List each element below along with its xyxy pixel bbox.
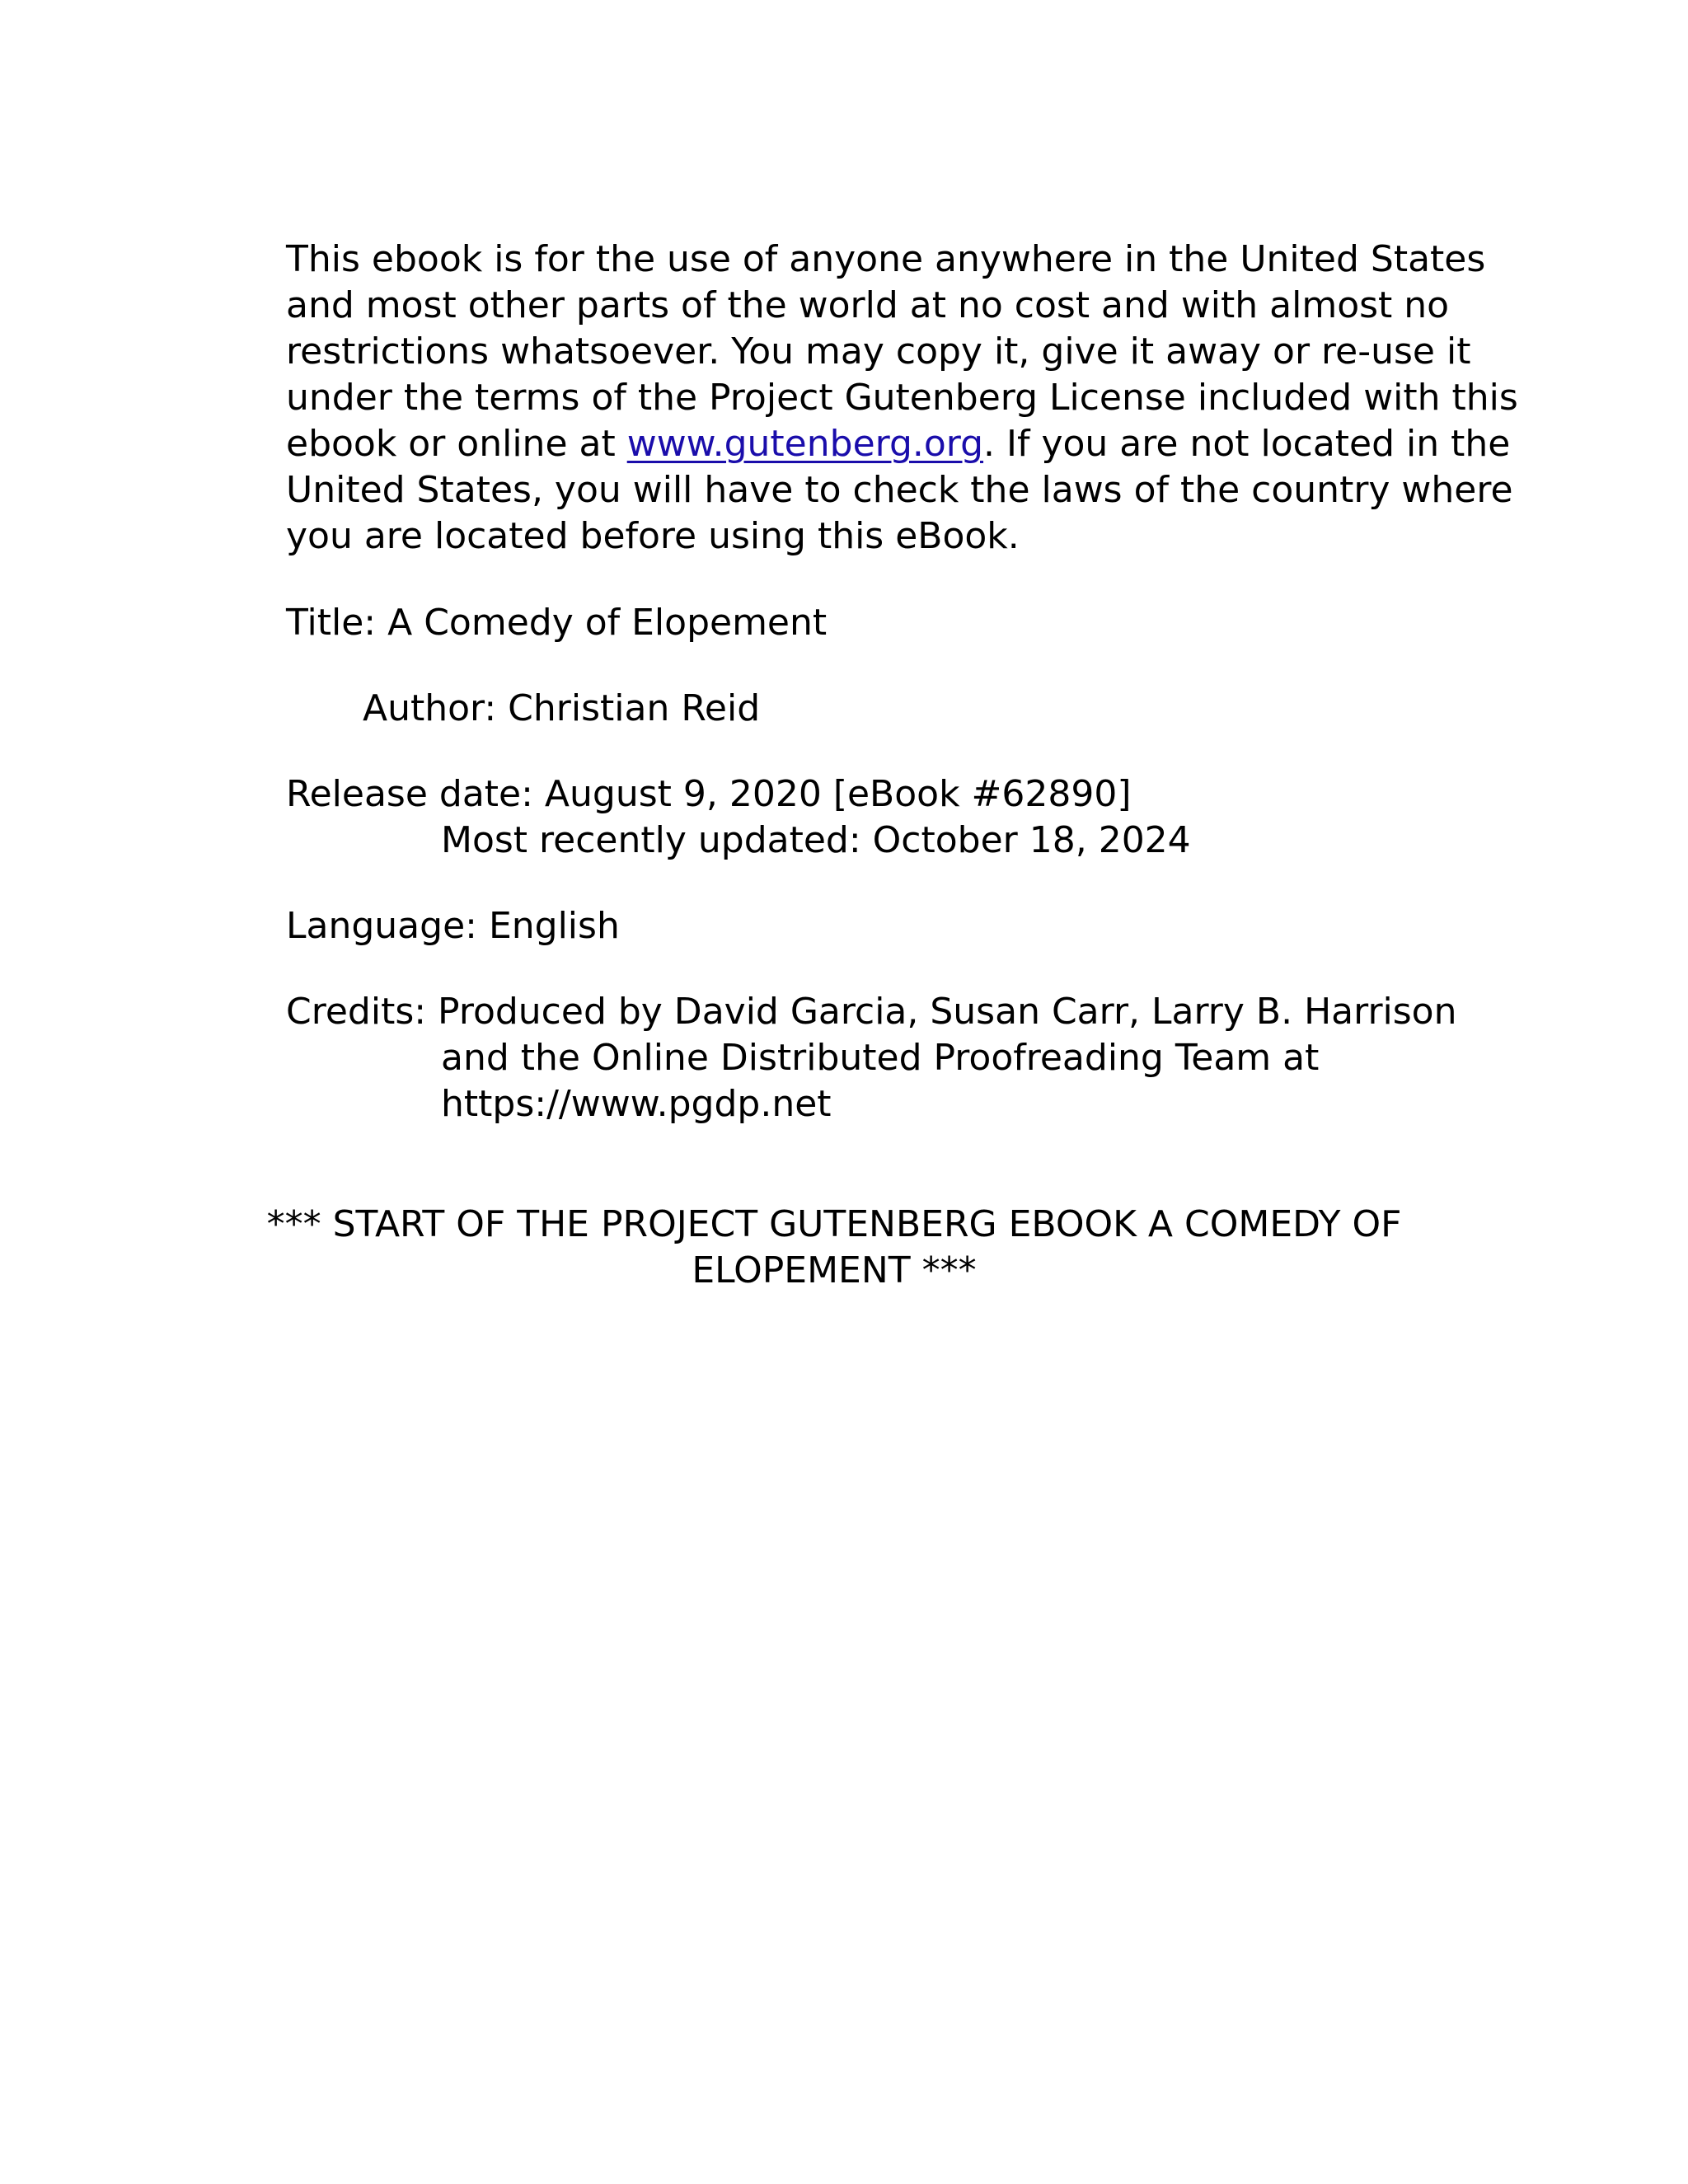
license-line: This ebook is for the use of anyone anywhere in the United States: [286, 238, 1486, 280]
license-line: United States, you will have to check the laws of the country where: [286, 469, 1513, 511]
license-line: you are located before using this eBook.: [286, 515, 1020, 557]
credits: Credits: Produced by David Garcia, Susan Carr, Larry B. Harrison: [286, 991, 1457, 1033]
start-banner-line: ELOPEMENT ***: [692, 1249, 977, 1291]
start-banner: [0, 1202, 1668, 1294]
book-language: Language: English: [286, 905, 620, 947]
start-banner-line: *** START OF THE PROJECT GUTENBERG EBOOK A COMEDY OF: [266, 1203, 1402, 1245]
license-line: under the terms of the Project Gutenberg License included with this: [286, 377, 1518, 419]
credits-continued: and the Online Distributed Proofreading Team at: [441, 1037, 1320, 1079]
book-title: Title: A Comedy of Elopement: [286, 602, 828, 644]
updated-date: Most recently updated: October 18, 2024: [441, 819, 1191, 861]
license-text-after-link: . If you are not located in the: [983, 423, 1511, 465]
license-line: restrictions whatsoever. You may copy it, give it away or re-use it: [286, 330, 1471, 373]
credits-continued: https://www.pgdp.net: [441, 1083, 832, 1125]
gutenberg-link[interactable]: www.gutenberg.org: [626, 423, 984, 465]
license-line: and most other parts of the world at no cost and with almost no: [286, 284, 1450, 326]
license-paragraph: [286, 237, 1518, 560]
book-author: Author: Christian Reid: [363, 687, 761, 729]
release-date: Release date: August 9, 2020 [eBook #62890]: [286, 773, 1132, 815]
license-text-before-link: ebook or online at: [286, 423, 627, 465]
license-line-with-link: [286, 421, 1518, 467]
